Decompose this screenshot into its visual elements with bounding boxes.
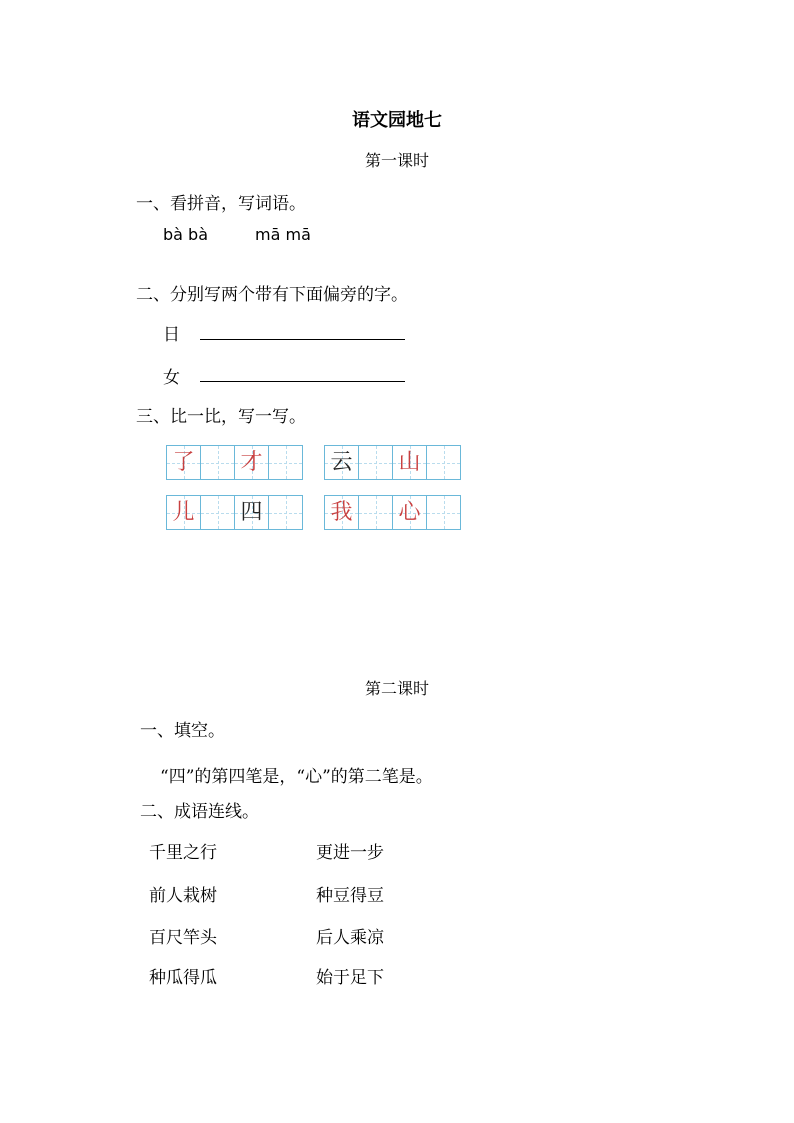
writing-grid-group-2: [324, 445, 461, 480]
answer-line-nv[interactable]: [200, 381, 405, 382]
radical-ri: 日: [163, 325, 180, 345]
idiom-left-3[interactable]: 百尺竿头: [149, 928, 217, 948]
grid-cell: [324, 495, 359, 530]
idiom-right-4[interactable]: 始于足下: [316, 968, 384, 988]
model-char: 了: [172, 450, 195, 475]
grid-cell: [234, 495, 269, 530]
question-1-label: 一、看拼音，写词语。: [136, 194, 306, 214]
idiom-left-2[interactable]: 前人栽树: [149, 886, 217, 906]
question-3-label: 三、比一比，写一写。: [136, 407, 306, 427]
model-char: 四: [240, 500, 263, 525]
idiom-right-3[interactable]: 后人乘凉: [316, 928, 384, 948]
grid-cell: [392, 445, 427, 480]
grid-cell: [324, 445, 359, 480]
fill-blank-label: 一、填空。: [140, 721, 225, 741]
fill-blank-text: “四”的第四笔是，“心”的第二笔是。: [160, 767, 433, 787]
grid-cell-blank[interactable]: [200, 495, 235, 530]
idiom-matching-label: 二、成语连线。: [140, 802, 259, 822]
writing-grid-group-3: [166, 495, 303, 530]
grid-cell-blank[interactable]: [426, 495, 461, 530]
pinyin-2: mā mā: [255, 225, 311, 244]
idiom-right-2[interactable]: 种豆得豆: [316, 886, 384, 906]
grid-cell: [166, 445, 201, 480]
idiom-left-1[interactable]: 千里之行: [149, 843, 217, 863]
grid-cell-blank[interactable]: [358, 495, 393, 530]
grid-cell-blank[interactable]: [200, 445, 235, 480]
lesson-1-heading: 第一课时: [364, 151, 429, 170]
lesson-2-heading: 第二课时: [364, 679, 429, 698]
model-char: 山: [398, 450, 421, 475]
grid-cell-blank[interactable]: [358, 445, 393, 480]
answer-line-ri[interactable]: [200, 339, 405, 340]
question-2-label: 二、分别写两个带有下面偏旁的字。: [136, 285, 408, 305]
grid-cell: [234, 445, 269, 480]
writing-grid-group-4: [324, 495, 461, 530]
pinyin-1: bà bà: [163, 225, 209, 244]
model-char: 儿: [172, 500, 195, 525]
model-char: 云: [330, 450, 353, 475]
grid-cell: [392, 495, 427, 530]
page-title: 语文园地七: [352, 110, 442, 131]
model-char: 心: [398, 500, 421, 525]
grid-cell-blank[interactable]: [426, 445, 461, 480]
model-char: 我: [330, 500, 353, 525]
idiom-left-4[interactable]: 种瓜得瓜: [149, 968, 217, 988]
writing-grid-group-1: [166, 445, 303, 480]
model-char: 才: [240, 450, 263, 475]
radical-nv: 女: [163, 368, 180, 388]
idiom-right-1[interactable]: 更进一步: [316, 843, 384, 863]
grid-cell: [166, 495, 201, 530]
grid-cell-blank[interactable]: [268, 445, 303, 480]
grid-cell-blank[interactable]: [268, 495, 303, 530]
